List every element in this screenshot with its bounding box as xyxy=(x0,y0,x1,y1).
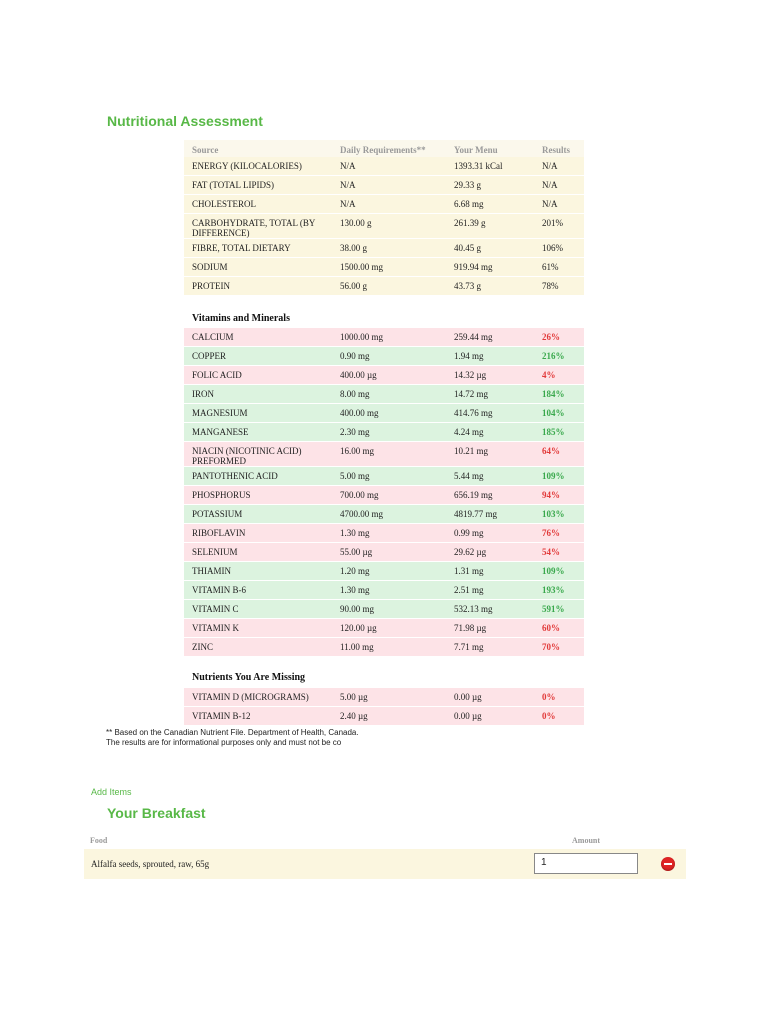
cell-daily: 130.00 g xyxy=(340,218,372,228)
cell-daily: 11.00 mg xyxy=(340,642,374,652)
table-row xyxy=(184,157,584,176)
cell-source: VITAMIN C xyxy=(192,604,239,614)
table-row xyxy=(184,442,584,467)
cell-menu: 4.24 mg xyxy=(454,427,484,437)
cell-menu: 1.94 mg xyxy=(454,351,484,361)
cell-menu: 29.62 µg xyxy=(454,547,487,557)
cell-daily: 4700.00 mg xyxy=(340,509,384,519)
cell-result: 94% xyxy=(542,490,560,500)
cell-daily: 400.00 mg xyxy=(340,408,379,418)
cell-source: THIAMIN xyxy=(192,566,231,576)
cell-source: SODIUM xyxy=(192,262,228,272)
cell-menu: 414.76 mg xyxy=(454,408,493,418)
col-header-results: Results xyxy=(542,145,571,155)
table-row xyxy=(184,467,584,486)
cell-daily: 16.00 mg xyxy=(340,446,375,456)
add-items-link[interactable]: Add Items xyxy=(91,787,132,797)
cell-menu: 43.73 g xyxy=(454,281,481,291)
cell-daily: 38.00 g xyxy=(340,243,367,253)
cell-menu: 29.33 g xyxy=(454,180,481,190)
cell-source: FOLIC ACID xyxy=(192,370,242,380)
cell-daily: 0.90 mg xyxy=(340,351,370,361)
cell-menu: 7.71 mg xyxy=(454,642,484,652)
table-row xyxy=(184,505,584,524)
cell-menu: 1.31 mg xyxy=(454,566,484,576)
cell-result: 26% xyxy=(542,332,560,342)
missing-table xyxy=(184,688,584,726)
table-row xyxy=(184,239,584,258)
cell-menu: 4819.77 mg xyxy=(454,509,498,519)
nutrients-table xyxy=(184,140,584,296)
cell-daily: N/A xyxy=(340,199,356,209)
cell-result: 61% xyxy=(542,262,559,272)
table-row xyxy=(184,258,584,277)
cell-result: N/A xyxy=(542,180,558,190)
cell-daily: 1000.00 mg xyxy=(340,332,384,342)
cell-menu: 919.94 mg xyxy=(454,262,493,272)
cell-source: PANTOTHENIC ACID xyxy=(192,471,278,481)
cell-result: 193% xyxy=(542,585,565,595)
cell-result: 103% xyxy=(542,509,565,519)
cell-result: 70% xyxy=(542,642,560,652)
cell-result: 109% xyxy=(542,566,565,576)
cell-result: 78% xyxy=(542,281,559,291)
table-row xyxy=(184,423,584,442)
cell-menu: 40.45 g xyxy=(454,243,481,253)
cell-daily: 700.00 mg xyxy=(340,490,379,500)
cell-menu: 656.19 mg xyxy=(454,490,493,500)
footnote xyxy=(106,728,359,748)
cell-source: VITAMIN B-12 xyxy=(192,711,251,721)
cell-daily: 120.00 µg xyxy=(340,623,377,633)
cell-source: CALCIUM xyxy=(192,332,234,342)
assessment-title: Nutritional Assessment xyxy=(107,113,263,129)
table-row xyxy=(184,385,584,404)
footnote-source: ** Based on the Canadian Nutrient File. Department of Health, Canada. xyxy=(106,728,359,737)
vitamins-table xyxy=(184,328,584,657)
cell-daily: 8.00 mg xyxy=(340,389,370,399)
cell-source: PHOSPHORUS xyxy=(192,490,251,500)
cell-source: ZINC xyxy=(192,642,213,652)
cell-source: NIACIN (NICOTINIC ACID) PREFORMED xyxy=(192,446,302,466)
breakfast-title: Your Breakfast xyxy=(107,805,206,821)
table-row xyxy=(184,524,584,543)
table-row xyxy=(184,277,584,296)
cell-result: 184% xyxy=(542,389,565,399)
cell-daily: 1.30 mg xyxy=(340,585,370,595)
cell-source: VITAMIN K xyxy=(192,623,240,633)
cell-daily: 1.30 mg xyxy=(340,528,370,538)
cell-source: VITAMIN B-6 xyxy=(192,585,247,595)
cell-menu: 71.98 µg xyxy=(454,623,487,633)
cell-menu: 14.32 µg xyxy=(454,370,487,380)
cell-menu: 10.21 mg xyxy=(454,446,489,456)
cell-menu: 1393.31 kCal xyxy=(454,161,503,171)
cell-source: ENERGY (KILOCALORIES) xyxy=(192,161,302,171)
footnote-disclaimer: The results are for informational purposes only and must not be co xyxy=(106,738,342,747)
table-row xyxy=(184,214,584,239)
table-row xyxy=(184,486,584,505)
cell-source: FAT (TOTAL LIPIDS) xyxy=(192,180,274,190)
table-row xyxy=(184,638,584,657)
cell-menu: 5.44 mg xyxy=(454,471,484,481)
cell-source: IRON xyxy=(192,389,214,399)
cell-result: 216% xyxy=(542,351,565,361)
cell-result: 109% xyxy=(542,471,565,481)
cell-source: POTASSIUM xyxy=(192,509,243,519)
col-header-menu: Your Menu xyxy=(454,145,498,155)
cell-menu: 0.00 µg xyxy=(454,711,482,721)
amount-input[interactable]: 1 xyxy=(534,853,638,874)
table-row xyxy=(184,195,584,214)
col-header-source: Source xyxy=(192,145,219,155)
table-header-row xyxy=(184,140,584,157)
table-row xyxy=(184,562,584,581)
cell-result: 185% xyxy=(542,427,565,437)
cell-menu: 6.68 mg xyxy=(454,199,484,209)
cell-result: 64% xyxy=(542,446,560,456)
cell-result: 106% xyxy=(542,243,563,253)
cell-daily: 56.00 g xyxy=(340,281,367,291)
cell-daily: 1.20 mg xyxy=(340,566,370,576)
cell-result: N/A xyxy=(542,199,558,209)
amount-column-header: Amount xyxy=(572,836,601,845)
cell-source: PROTEIN xyxy=(192,281,230,291)
cell-menu: 259.44 mg xyxy=(454,332,493,342)
cell-menu: 261.39 g xyxy=(454,218,486,228)
cell-source: RIBOFLAVIN xyxy=(192,528,246,538)
cell-result: 0% xyxy=(542,711,556,721)
cell-daily: 5.00 µg xyxy=(340,692,368,702)
cell-result: 4% xyxy=(542,370,556,380)
food-column-header: Food xyxy=(90,836,108,845)
cell-result: 201% xyxy=(542,218,563,228)
cell-result: 0% xyxy=(542,692,556,702)
remove-circle-icon[interactable] xyxy=(661,857,675,871)
vitamins-section-title: Vitamins and Minerals xyxy=(192,313,290,324)
cell-daily: 90.00 mg xyxy=(340,604,375,614)
cell-menu: 532.13 mg xyxy=(454,604,493,614)
cell-result: 104% xyxy=(542,408,565,418)
cell-daily: 1500.00 mg xyxy=(340,262,384,272)
breakfast-item-row xyxy=(84,849,686,879)
cell-daily: 5.00 mg xyxy=(340,471,370,481)
table-row xyxy=(184,347,584,366)
cell-daily: N/A xyxy=(340,161,356,171)
cell-menu: 0.99 mg xyxy=(454,528,484,538)
cell-result: N/A xyxy=(542,161,558,171)
cell-source: CHOLESTEROL xyxy=(192,199,256,209)
table-row xyxy=(184,581,584,600)
cell-source: SELENIUM xyxy=(192,547,238,557)
cell-menu: 2.51 mg xyxy=(454,585,484,595)
cell-source: MANGANESE xyxy=(192,427,249,437)
cell-source: COPPER xyxy=(192,351,227,361)
cell-result: 76% xyxy=(542,528,560,538)
food-name: Alfalfa seeds, sprouted, raw, 65g xyxy=(91,859,210,869)
table-row xyxy=(184,328,584,347)
missing-section-title: Nutrients You Are Missing xyxy=(192,672,306,683)
cell-result: 60% xyxy=(542,623,560,633)
cell-source: VITAMIN D (MICROGRAMS) xyxy=(192,692,309,702)
table-row xyxy=(184,176,584,195)
table-row xyxy=(184,619,584,638)
cell-daily: 2.40 µg xyxy=(340,711,368,721)
cell-daily: 55.00 µg xyxy=(340,547,373,557)
cell-daily: 2.30 mg xyxy=(340,427,370,437)
cell-daily: N/A xyxy=(340,180,356,190)
cell-result: 54% xyxy=(542,547,560,557)
cell-source: MAGNESIUM xyxy=(192,408,248,418)
cell-daily: 400.00 µg xyxy=(340,370,377,380)
cell-menu: 0.00 µg xyxy=(454,692,482,702)
table-row xyxy=(184,707,584,726)
table-row xyxy=(184,543,584,562)
table-row xyxy=(184,404,584,423)
table-row xyxy=(184,688,584,707)
cell-result: 591% xyxy=(542,604,565,614)
cell-source: CARBOHYDRATE, TOTAL (BY DIFFERENCE) xyxy=(192,218,316,238)
col-header-daily: Daily Requirements** xyxy=(340,145,426,155)
table-row xyxy=(184,600,584,619)
cell-menu: 14.72 mg xyxy=(454,389,489,399)
cell-source: FIBRE, TOTAL DIETARY xyxy=(192,243,291,253)
table-row xyxy=(184,366,584,385)
